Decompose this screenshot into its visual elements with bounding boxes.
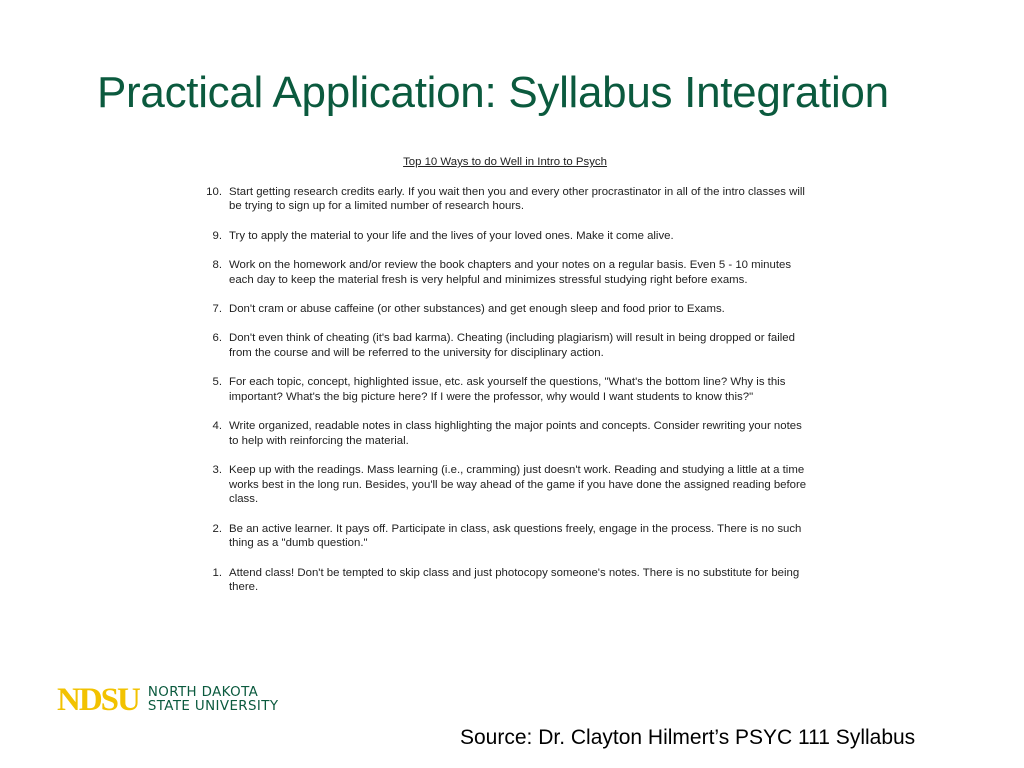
tip-number: 10. xyxy=(206,185,222,198)
list-item xyxy=(200,331,810,360)
document-title: Top 10 Ways to do Well in Intro to Psych xyxy=(403,156,607,168)
tip-text: Start getting research credits early. If you wait then you and every other procrastinator in all of the intro classes will be trying to sign up for a limited number of research hours. xyxy=(229,185,805,213)
list-item xyxy=(200,302,810,317)
slide-title: Practical Application: Syllabus Integration xyxy=(97,68,889,117)
list-item xyxy=(200,229,810,244)
list-item xyxy=(200,463,810,507)
source-citation: Source: Dr. Clayton Hilmert’s PSYC 111 Syllabus xyxy=(460,726,916,749)
tip-number: 4. xyxy=(212,420,222,433)
tip-number: 9. xyxy=(212,229,222,242)
list-item xyxy=(200,419,810,448)
logo-mark: NDSU xyxy=(57,682,139,718)
tip-number: 1. xyxy=(212,566,222,579)
list-item xyxy=(200,566,810,595)
tip-number: 6. xyxy=(212,332,222,345)
tip-text: Don't even think of cheating (it's bad karma). Cheating (including plagiarism) will result in being dropped or failed from the course and will be referred to the university for disciplinary action. xyxy=(229,332,795,359)
logo-line-2: STATE UNIVERSITY xyxy=(147,699,279,714)
tip-text: For each topic, concept, highlighted issue, etc. ask yourself the questions, "What's the bottom line? Why is this important? What's the big picture here? If I were the professor, why would I want students to know this?" xyxy=(229,376,786,403)
tip-text: Attend class! Don't be tempted to skip class and just photocopy someone's notes. There is no substitute for being there. xyxy=(229,566,800,594)
tip-text: Keep up with the readings. Mass learning (i.e., cramming) just doesn't work. Reading and studying a little at a time works best in the long run. Besides, you'll be way ahead of the game if you have done the assigned reading before class. xyxy=(229,464,807,506)
list-item xyxy=(200,185,810,214)
list-item xyxy=(200,375,810,404)
list-item xyxy=(200,258,810,287)
tip-number: 5. xyxy=(212,376,222,389)
logo-line-1: NORTH DAKOTA xyxy=(147,685,259,700)
tip-text: Try to apply the material to your life and the lives of your loved ones. Make it come alive. xyxy=(229,229,674,242)
tip-number: 8. xyxy=(212,258,222,271)
tip-number: 3. xyxy=(212,464,222,477)
tips-list xyxy=(200,185,810,595)
ndsu-logo xyxy=(57,684,278,716)
tip-number: 2. xyxy=(212,522,222,535)
syllabus-excerpt xyxy=(200,155,810,610)
tip-text: Work on the homework and/or review the book chapters and your notes on a regular basis. Even 5 - 10 minutes each day to keep the material fresh is very helpful and minimizes stressful studying right before exams. xyxy=(229,258,792,286)
tip-text: Don't cram or abuse caffeine (or other substances) and get enough sleep and food prior to Exams. xyxy=(229,302,725,315)
logo-wordmark xyxy=(148,686,279,714)
tip-text: Write organized, readable notes in class highlighting the major points and concepts. Consider rewriting your notes to help with reinforcing the material. xyxy=(229,420,802,447)
tip-number: 7. xyxy=(212,302,222,315)
tip-text: Be an active learner. It pays off. Participate in class, ask questions freely, engage in the process. There is no such thing as a "dumb question." xyxy=(229,522,802,550)
list-item xyxy=(200,522,810,551)
